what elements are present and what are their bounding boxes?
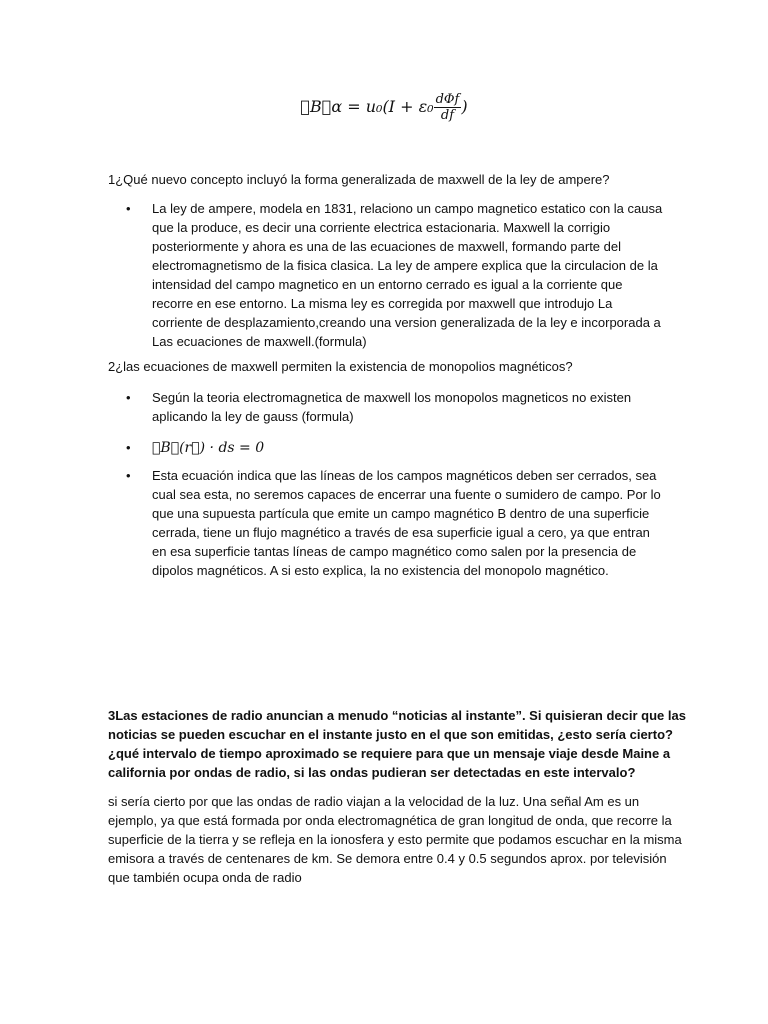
- list-item: [126, 388, 666, 426]
- question-2-bullet-3: Esta ecuación indica que las líneas de los campos magnéticos deben ser cerrados, sea cual sea esta, no seremos capaces de encerrar una fuente o sumidero de campo. Por lo que una supuesta partícula que emite un campo magnético B dentro de una superficie cerrada, tiene un flujo magnético a través de esa superficie igual a cero, ya que entran en esa superficie tantas líneas de campo magnético como salen por la presencia de dipolos magnéticos. A si esto explica, la no existencia del monopolo magnético.: [152, 468, 661, 578]
- question-1-bullets: [126, 199, 666, 351]
- ampere-maxwell-formula: [0, 92, 768, 123]
- bullet-icon: •: [126, 390, 131, 405]
- bullet-icon: •: [126, 440, 131, 455]
- question-2-title: 2¿las ecuaciones de maxwell permiten la existencia de monopolios magnéticos?: [108, 359, 573, 374]
- bullet-icon: •: [126, 468, 131, 483]
- formula-fraction-denominator: df: [440, 108, 455, 123]
- formula-rhs: ): [461, 97, 468, 116]
- question-2-bullet-1: Según la teoria electromagnetica de maxwell los monopolos magneticos no existen aplicando la ley de gauss (formula): [152, 390, 632, 424]
- question-1-title: 1¿Qué nuevo concepto incluyó la forma generalizada de maxwell de la ley de ampere?: [108, 172, 610, 187]
- list-item: [126, 199, 666, 351]
- bullet-icon: •: [126, 201, 131, 216]
- question-1-answer: La ley de ampere, modela en 1831, relaciono un campo magnetico estatico con la causa que la produce, es decir una corriente electrica estacionaria. Maxwell la corrigio posteriormente y ahora es una de las ecuaciones de maxwell, formando parte del electromagnetismo de la fisica clasica. La ley de ampere explica que la circulacion de la intensidad del campo magnetico en un entorno cerrado es igual a la corriente que recorre en ese entorno. La misma ley es corregida por maxwell que introdujo La corriente de desplazamiento,creando una version generalizada de la ley e incorporada a Las ecuaciones de maxwell.(formula): [152, 201, 663, 349]
- list-item: [126, 466, 666, 580]
- gauss-law-formula: ∮B⃗(r⃗) · ds = 0: [152, 440, 265, 456]
- question-3-title: 3Las estaciones de radio anuncian a menudo “noticias al instante”. Si quisieran decir que las noticias se pueden escuchar en el instante justo en el que son emitidas, ¿esto sería cierto? ¿qué intervalo de tiempo aproximado se requiere para que un mensaje viaje desde Maine a california por ondas de radio, si las ondas pudieran ser detectadas en este intervalo?: [108, 708, 686, 780]
- formula-lhs: ∮B⃗α = u₀(I + ε₀: [300, 97, 434, 116]
- question-3-answer: si sería cierto por que las ondas de radio viajan a la velocidad de la luz. Una señal Am es un ejemplo, ya que está formada por onda electromagnética de gran longitud de onda, que recorre la superficie de la tierra y se refleja en la ionosfera y esto permite que podamos escuchar en la misma emisora a través de centenares de km. Se demora entre 0.4 y 0.5 segundos aprox. por televisión que también ocupa onda de radio: [108, 794, 682, 885]
- formula-fraction: [434, 92, 462, 123]
- question-2-bullets: [126, 388, 666, 580]
- list-item: [126, 438, 666, 458]
- formula-fraction-numerator: dΦf: [435, 92, 460, 107]
